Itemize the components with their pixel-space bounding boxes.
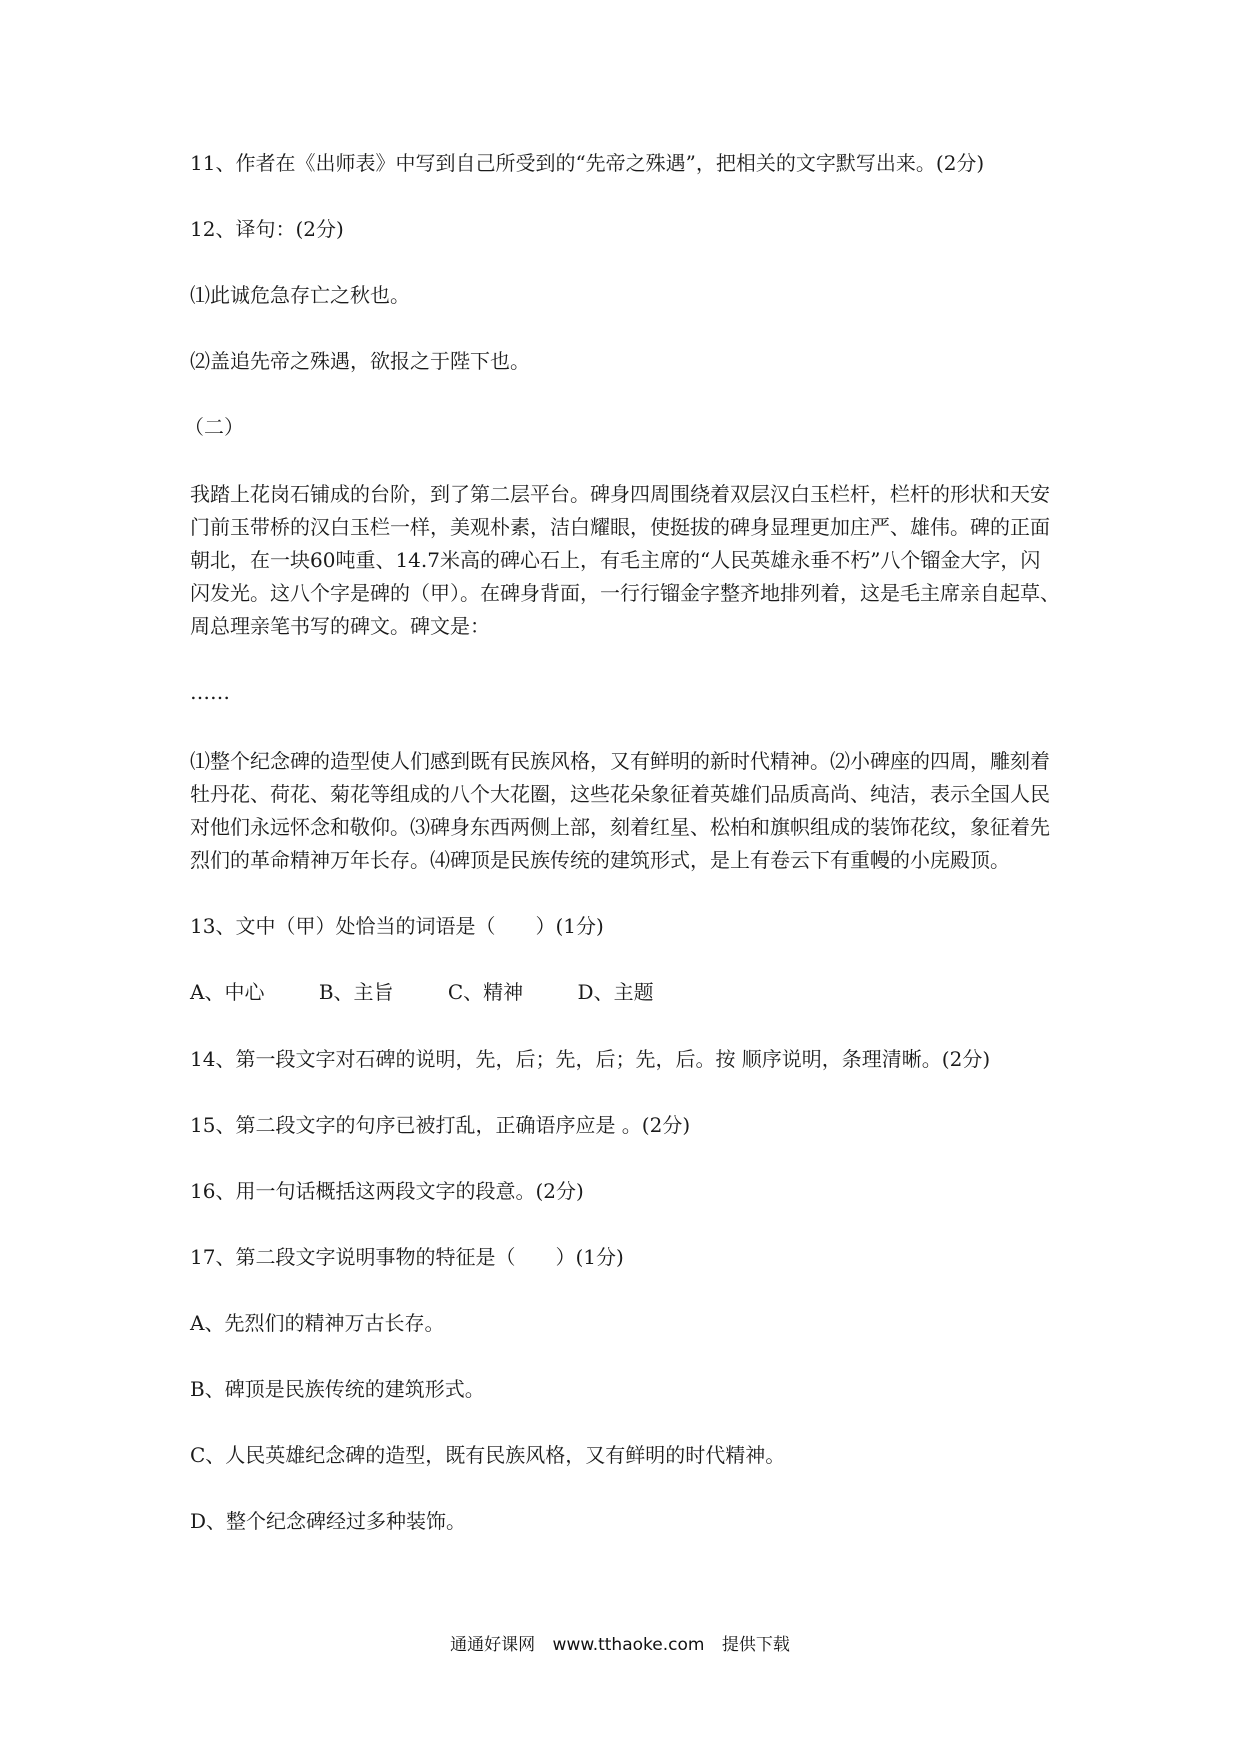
question-11: 11、作者在《出师表》中写到自己所受到的“先帝之殊遇”，把相关的文字默写出来。(2分) [190,151,985,175]
footer-site-name: 通通好课网 [450,1635,536,1655]
question-15: 15、第二段文字的句序已被打乱，正确语序应是 。(2分) [190,1113,691,1137]
question-14: 14、第一段文字对石碑的说明，先，后；先，后；先，后。按 顺序说明，条理清晰。(2分) [190,1047,991,1071]
page-content [184,148,1060,1572]
question-17-option-a: A、先烈们的精神万古长存。 [190,1311,445,1335]
question-13-option-c: C、精神 [447,980,524,1004]
question-13: 13、文中（甲）处恰当的词语是（ ）(1分) [190,914,604,938]
question-17-option-b: B、碑顶是民族传统的建筑形式。 [190,1377,485,1401]
question-16: 16、用一句话概括这两段文字的段意。(2分) [190,1179,584,1203]
question-12-sentence-1: ⑴此诚危急存亡之秋也。 [190,283,410,307]
passage-ellipsis: …… [190,680,230,704]
footer-suffix: 提供下载 [721,1635,790,1655]
question-13-options [190,977,1060,1007]
section-two-heading: （二） [184,415,244,439]
passage-paragraph-1: 我踏上花岗石铺成的台阶，到了第二层平台。碑身四周围绕着双层汉白玉栏杆，栏杆的形状和天安门前玉带桥的汉白玉栏一样，美观朴素，洁白耀眼，使挺拔的碑身显理更加庄严、雄伟。碑的正面朝北，在一块60吨重、14.7米高的碑心石上，有毛主席的“人民英雄永垂不朽”八个镏金大字，闪闪发光。这八个字是碑的（甲）。在碑身背面，一行行镏金字整齐地排列着，这是毛主席亲自起草、周总理亲笔书写的碑文。碑文是： [190,482,1060,638]
question-13-option-b: B、主旨 [318,980,394,1004]
question-17: 17、第二段文字说明事物的特征是（ ）(1分) [190,1245,624,1269]
question-17-option-c: C、人民英雄纪念碑的造型，既有民族风格，又有鲜明的时代精神。 [190,1443,786,1467]
footer-url: www.tthaoke.com [552,1635,705,1655]
passage-paragraph-2: ⑴整个纪念碑的造型使人们感到既有民族风格，又有鲜明的新时代精神。⑵小碑座的四周，雕刻着牡丹花、荷花、菊花等组成的八个大花圈，这些花朵象征着英雄们品质高尚、纯洁，表示全国人民对他们永远怀念和敬仰。⑶碑身东西两侧上部，刻着红星、松柏和旗帜组成的装饰花纹，象征着先烈们的革命精神万年长存。⑷碑顶是民族传统的建筑形式，是上有卷云下有重幔的小庑殿顶。 [190,749,1050,872]
question-12: 12、译句：(2分) [190,217,344,241]
question-13-option-d: D、主题 [577,980,654,1004]
page-footer [0,1630,1240,1655]
question-17-option-d: D、整个纪念碑经过多种装饰。 [190,1509,467,1533]
question-13-option-a: A、中心 [190,980,265,1004]
question-12-sentence-2: ⑵盖追先帝之殊遇，欲报之于陛下也。 [190,349,530,373]
